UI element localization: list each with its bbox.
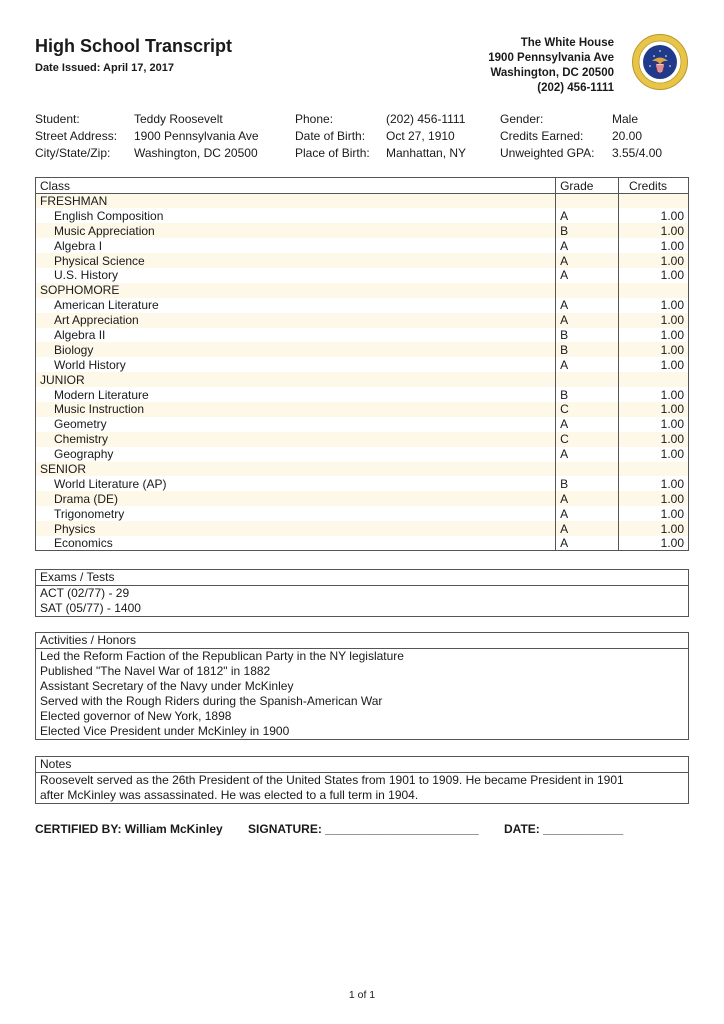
grade-cell	[556, 462, 619, 477]
note-line: Roosevelt served as the 26th President of the United States from 1901 to 1909. He became President in 1901	[40, 773, 624, 787]
table-row	[36, 476, 689, 491]
gender-label: Gender:	[500, 112, 544, 126]
course-name: U.S. History	[36, 268, 556, 283]
table-row	[36, 387, 689, 402]
course-grade: A	[556, 447, 619, 462]
course-credits: 1.00	[619, 506, 689, 521]
course-grade: A	[556, 491, 619, 506]
table-row	[36, 342, 689, 357]
course-name: Physics	[36, 521, 556, 536]
course-grade: B	[556, 223, 619, 238]
notes-heading: Notes	[36, 757, 688, 773]
exam-item: ACT (02/77) - 29	[40, 586, 130, 600]
dob-label: Date of Birth:	[295, 129, 366, 143]
activity-item: Assistant Secretary of the Navy under McKinley	[40, 679, 294, 693]
table-row	[36, 328, 689, 343]
course-credits: 1.00	[619, 491, 689, 506]
date-issued: Date Issued: April 17, 2017	[35, 62, 174, 74]
city-value: Washington, DC 20500	[134, 146, 258, 160]
course-grade: A	[556, 298, 619, 313]
course-name: American Literature	[36, 298, 556, 313]
classes-table	[35, 177, 689, 551]
course-credits: 1.00	[619, 238, 689, 253]
course-name: Drama (DE)	[36, 491, 556, 506]
course-grade: C	[556, 402, 619, 417]
course-name: Modern Literature	[36, 387, 556, 402]
school-city: Washington, DC 20500	[490, 67, 614, 79]
gpa-label: Unweighted GPA:	[500, 146, 595, 160]
year-row	[36, 283, 689, 298]
course-name: World Literature (AP)	[36, 476, 556, 491]
exams-heading: Exams / Tests	[36, 570, 688, 586]
course-name: Chemistry	[36, 432, 556, 447]
table-row	[36, 253, 689, 268]
course-name: Algebra II	[36, 328, 556, 343]
activity-item: Published "The Navel War of 1812" in 1882	[40, 664, 271, 678]
exams-section	[35, 569, 689, 617]
course-credits: 1.00	[619, 208, 689, 223]
course-name: Geography	[36, 447, 556, 462]
course-grade: B	[556, 387, 619, 402]
table-row	[36, 447, 689, 462]
exam-item: SAT (05/77) - 1400	[40, 601, 141, 615]
activities-heading: Activities / Honors	[36, 633, 688, 649]
grade-column-header: Grade	[556, 178, 619, 194]
table-row	[36, 313, 689, 328]
course-name: English Composition	[36, 208, 556, 223]
student-value: Teddy Roosevelt	[134, 112, 223, 126]
year-label: SENIOR	[36, 462, 556, 477]
year-label: JUNIOR	[36, 372, 556, 387]
course-name: Biology	[36, 342, 556, 357]
course-grade: A	[556, 536, 619, 551]
grade-cell	[556, 283, 619, 298]
dob-value: Oct 27, 1910	[386, 129, 455, 143]
notes-section	[35, 756, 689, 804]
course-credits: 1.00	[619, 432, 689, 447]
course-credits: 1.00	[619, 387, 689, 402]
activity-item: Led the Reform Faction of the Republican Party in the NY legislature	[40, 649, 404, 663]
table-row	[36, 402, 689, 417]
page-number: 1 of 1	[348, 989, 376, 1001]
info-col3-labels	[500, 111, 595, 162]
page-title: High School Transcript	[35, 36, 233, 56]
grade-cell	[556, 372, 619, 387]
course-credits: 1.00	[619, 298, 689, 313]
credits-cell	[619, 372, 689, 387]
credits-cell	[619, 194, 689, 209]
table-row	[36, 536, 689, 551]
street-label: Street Address:	[35, 129, 118, 143]
activity-item: Elected governor of New York, 1898	[40, 709, 232, 723]
signature-line: SIGNATURE: _______________________	[248, 822, 479, 836]
course-grade: A	[556, 313, 619, 328]
course-name: Algebra I	[36, 238, 556, 253]
course-credits: 1.00	[619, 521, 689, 536]
course-name: World History	[36, 357, 556, 372]
class-column-header: Class	[36, 178, 556, 194]
year-row	[36, 372, 689, 387]
activity-item: Served with the Rough Riders during the Spanish-American War	[40, 694, 383, 708]
table-row	[36, 357, 689, 372]
year-row	[36, 194, 689, 209]
course-credits: 1.00	[619, 402, 689, 417]
course-credits: 1.00	[619, 476, 689, 491]
credits-label: Credits Earned:	[500, 129, 584, 143]
table-row	[36, 506, 689, 521]
course-credits: 1.00	[619, 223, 689, 238]
table-row	[36, 491, 689, 506]
phone-label: Phone:	[295, 112, 334, 126]
course-credits: 1.00	[619, 342, 689, 357]
info-col2-values	[386, 111, 466, 162]
gpa-value: 3.55/4.00	[612, 146, 663, 160]
city-label: City/State/Zip:	[35, 146, 111, 160]
school-phone: (202) 456-1111	[537, 82, 614, 94]
credits-cell	[619, 283, 689, 298]
pob-value: Manhattan, NY	[386, 146, 467, 160]
info-col3-values	[612, 111, 662, 162]
course-grade: B	[556, 476, 619, 491]
school-name: The White House	[520, 37, 614, 49]
note-line: after McKinley was assassinated. He was elected to a full term in 1904.	[40, 788, 419, 802]
activities-section	[35, 632, 689, 740]
credits-column-header: Credits	[619, 178, 689, 194]
course-grade: B	[556, 342, 619, 357]
course-grade: A	[556, 208, 619, 223]
course-grade: A	[556, 268, 619, 283]
table-row	[36, 417, 689, 432]
table-row	[36, 298, 689, 313]
course-grade: A	[556, 357, 619, 372]
course-credits: 1.00	[619, 313, 689, 328]
course-grade: B	[556, 328, 619, 343]
course-credits: 1.00	[619, 536, 689, 551]
course-grade: C	[556, 432, 619, 447]
course-grade: A	[556, 506, 619, 521]
table-row	[36, 268, 689, 283]
grade-cell	[556, 194, 619, 209]
street-value: 1900 Pennsylvania Ave	[134, 129, 259, 143]
table-row	[36, 208, 689, 223]
course-name: Trigonometry	[36, 506, 556, 521]
course-credits: 1.00	[619, 357, 689, 372]
course-credits: 1.00	[619, 447, 689, 462]
course-credits: 1.00	[619, 417, 689, 432]
credits-cell	[619, 462, 689, 477]
table-row	[36, 223, 689, 238]
gender-value: Male	[612, 112, 639, 126]
course-credits: 1.00	[619, 253, 689, 268]
course-credits: 1.00	[619, 268, 689, 283]
activity-item: Elected Vice President under McKinley in 1900	[40, 724, 290, 738]
course-grade: A	[556, 238, 619, 253]
year-label: FRESHMAN	[36, 194, 556, 209]
info-col1-values	[134, 111, 259, 162]
school-address	[488, 36, 614, 96]
info-col1-labels	[35, 111, 117, 162]
classes-header-row	[36, 178, 689, 194]
pob-label: Place of Birth:	[295, 146, 370, 160]
table-row	[36, 521, 689, 536]
course-name: Music Appreciation	[36, 223, 556, 238]
course-name: Economics	[36, 536, 556, 551]
course-credits: 1.00	[619, 328, 689, 343]
credits-value: 20.00	[612, 129, 643, 143]
table-row	[36, 432, 689, 447]
course-name: Art Appreciation	[36, 313, 556, 328]
phone-value: (202) 456-1111	[386, 112, 466, 126]
certified-by: CERTIFIED BY: William McKinley	[35, 822, 223, 836]
school-street: 1900 Pennsylvania Ave	[488, 52, 614, 64]
course-grade: A	[556, 521, 619, 536]
course-name: Geometry	[36, 417, 556, 432]
student-label: Student:	[35, 112, 80, 126]
certification-line	[35, 822, 623, 836]
presidential-seal-icon	[632, 34, 688, 90]
year-label: SOPHOMORE	[36, 283, 556, 298]
course-grade: A	[556, 417, 619, 432]
year-row	[36, 462, 689, 477]
table-row	[36, 238, 689, 253]
info-col2-labels	[295, 111, 370, 162]
course-name: Physical Science	[36, 253, 556, 268]
course-name: Music Instruction	[36, 402, 556, 417]
course-grade: A	[556, 253, 619, 268]
date-line: DATE: ____________	[504, 822, 624, 836]
